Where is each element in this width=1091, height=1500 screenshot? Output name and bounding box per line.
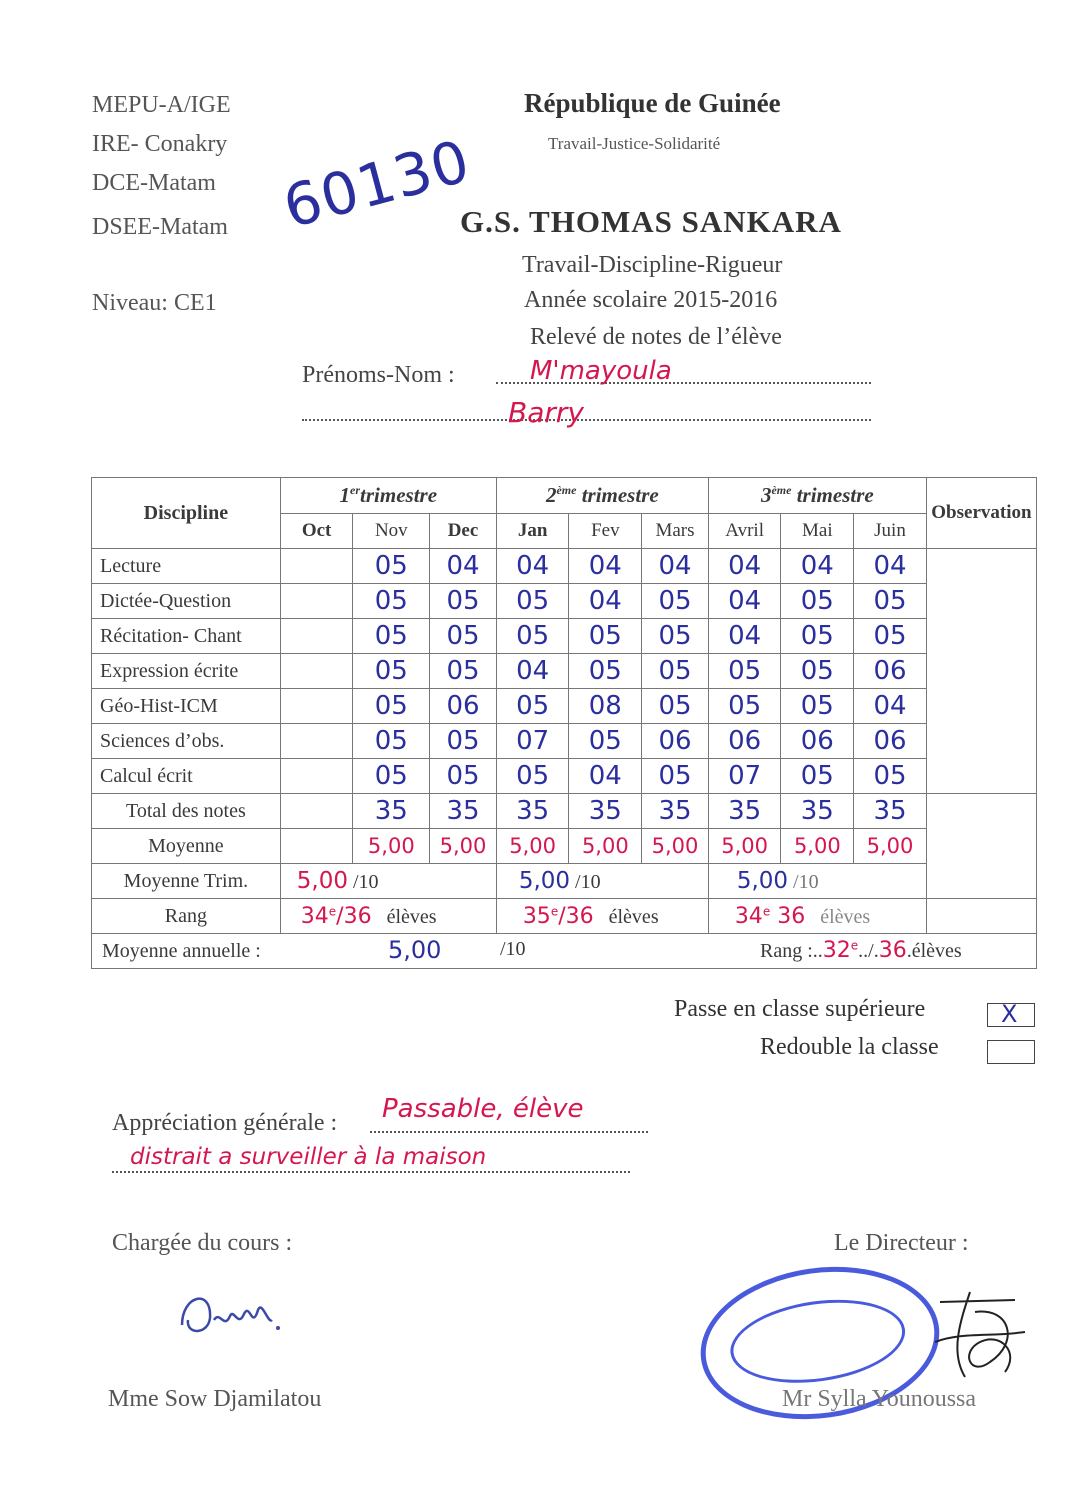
grade-cell: 05: [642, 654, 709, 689]
total-cell: [280, 794, 353, 829]
observation-cell: [926, 899, 1036, 934]
table-row: [92, 759, 1037, 794]
annual-cell: [92, 934, 1037, 969]
month-juin: Juin: [854, 514, 927, 549]
total-cell: 35: [781, 794, 854, 829]
republic-title: République de Guinée: [524, 88, 781, 118]
grade-cell: [280, 549, 353, 584]
grade-cell: [280, 584, 353, 619]
moyenne-trim-label: Moyenne Trim.: [92, 864, 281, 899]
trimester-2-header: 2ème trimestre: [496, 478, 708, 514]
table-row: [92, 584, 1037, 619]
total-cell: 35: [569, 794, 642, 829]
grade-cell: 05: [353, 759, 430, 794]
grade-cell: 05: [569, 724, 642, 759]
moyenne-trim-1: 5,00 /10: [280, 864, 496, 899]
grade-cell: 05: [642, 759, 709, 794]
grade-cell: 06: [854, 654, 927, 689]
subject-name: Dictée-Question: [92, 584, 281, 619]
teacher-signature-icon: [172, 1280, 292, 1350]
moyenne-cell: 5,00: [496, 829, 569, 864]
month-mai: Mai: [781, 514, 854, 549]
grade-cell: 04: [708, 584, 781, 619]
grade-cell: 04: [496, 549, 569, 584]
grade-cell: [280, 759, 353, 794]
director-name: Mr Sylla Younoussa: [782, 1386, 977, 1412]
director-signature-icon: [920, 1282, 1040, 1392]
grade-cell: 04: [708, 619, 781, 654]
grade-cell: 04: [781, 549, 854, 584]
grade-cell: 04: [642, 549, 709, 584]
total-cell: 35: [854, 794, 927, 829]
grade-cell: 04: [854, 689, 927, 724]
grade-cell: 06: [430, 689, 497, 724]
subject-name: Expression écrite: [92, 654, 281, 689]
total-cell: 35: [496, 794, 569, 829]
subject-name: Géo-Hist-ICM: [92, 689, 281, 724]
moyenne-trim-2: 5,00 /10: [496, 864, 708, 899]
subject-name: Lecture: [92, 549, 281, 584]
appreciation-line-1: Passable, élève: [382, 1094, 584, 1124]
month-fev: Fev: [569, 514, 642, 549]
student-last-name: Barry: [508, 396, 584, 429]
grade-cell: 05: [353, 724, 430, 759]
moyenne-cell: 5,00: [430, 829, 497, 864]
grade-cell: 05: [496, 689, 569, 724]
table-row: [92, 689, 1037, 724]
grade-cell: [280, 689, 353, 724]
grade-cell: 06: [708, 724, 781, 759]
grade-cell: 07: [708, 759, 781, 794]
grade-cell: 04: [569, 584, 642, 619]
dsee-line: DSEE-Matam: [92, 214, 228, 240]
grade-cell: 05: [430, 584, 497, 619]
grade-cell: 04: [708, 549, 781, 584]
grade-cell: 04: [854, 549, 927, 584]
grade-cell: 05: [781, 689, 854, 724]
subject-name: Sciences d’obs.: [92, 724, 281, 759]
table-row: [92, 619, 1037, 654]
grade-cell: 05: [708, 689, 781, 724]
annual-rang: Rang :..32e../.36.élèves: [760, 938, 962, 963]
repeat-checkbox[interactable]: [987, 1040, 1035, 1064]
student-first-name: M'mayoula: [530, 356, 672, 386]
grade-cell: [280, 654, 353, 689]
director-label: Le Directeur :: [834, 1230, 969, 1256]
moyenne-trim-row: [92, 864, 1037, 899]
moyenne-cell: 5,00: [708, 829, 781, 864]
grade-cell: 04: [430, 549, 497, 584]
rang-trim-2: 35e/36 élèves: [496, 899, 708, 934]
republic-motto: Travail-Justice-Solidarité: [548, 134, 721, 153]
grade-cell: 05: [854, 619, 927, 654]
total-cell: 35: [708, 794, 781, 829]
grade-cell: 05: [353, 689, 430, 724]
moyenne-cell: 5,00: [569, 829, 642, 864]
ire-line: IRE- Conakry: [92, 131, 228, 157]
total-cell: 35: [353, 794, 430, 829]
grade-cell: 05: [781, 619, 854, 654]
teacher-label: Chargée du cours :: [112, 1230, 293, 1256]
grades-table: [91, 477, 1037, 969]
grade-cell: 05: [496, 619, 569, 654]
grade-cell: 05: [353, 654, 430, 689]
moyenne-label: Moyenne: [92, 829, 281, 864]
appreciation-line-2: distrait a surveiller à la maison: [130, 1144, 487, 1170]
grade-cell: 05: [854, 759, 927, 794]
grade-cell: 05: [781, 584, 854, 619]
table-row: [92, 654, 1037, 689]
grade-cell: 05: [430, 759, 497, 794]
grade-cell: 05: [353, 549, 430, 584]
trimester-1-header: 1ertrimestre: [280, 478, 496, 514]
annual-value: 5,00: [388, 936, 442, 964]
pass-label: Passe en classe supérieure: [674, 996, 926, 1022]
month-oct: Oct: [280, 514, 353, 549]
table-row: [92, 549, 1037, 584]
grade-cell: 04: [569, 549, 642, 584]
grade-cell: 04: [496, 654, 569, 689]
niveau-label: Niveau: CE1: [92, 290, 217, 316]
month-dec: Dec: [430, 514, 497, 549]
grade-cell: 05: [430, 619, 497, 654]
annual-label: Moyenne annuelle :: [102, 939, 261, 962]
table-row: [92, 724, 1037, 759]
grade-cell: [280, 619, 353, 654]
month-avril: Avril: [708, 514, 781, 549]
moyenne-row: [92, 829, 1037, 864]
grade-cell: 05: [496, 584, 569, 619]
total-row: [92, 794, 1037, 829]
teacher-name: Mme Sow Djamilatou: [108, 1386, 322, 1412]
total-cell: 35: [430, 794, 497, 829]
school-motto: Travail-Discipline-Rigueur: [522, 252, 783, 278]
student-name-label: Prénoms-Nom :: [302, 362, 455, 388]
grade-cell: 05: [430, 654, 497, 689]
moyenne-cell: 5,00: [642, 829, 709, 864]
pass-checkbox[interactable]: X: [987, 1003, 1035, 1027]
observation-cell: [926, 549, 1036, 794]
grade-cell: 05: [569, 654, 642, 689]
school-name: G.S. THOMAS SANKARA: [460, 204, 842, 239]
moyenne-cell: [280, 829, 353, 864]
grade-cell: 05: [496, 759, 569, 794]
annual-suffix: /10: [500, 938, 526, 960]
appreciation-label: Appréciation générale :: [112, 1110, 338, 1136]
grade-cell: 05: [642, 689, 709, 724]
grade-cell: 05: [854, 584, 927, 619]
grade-cell: 05: [430, 724, 497, 759]
grade-cell: [280, 724, 353, 759]
grade-cell: 05: [781, 759, 854, 794]
rang-trim-3: 34e 36 élèves: [708, 899, 926, 934]
observation-header: Observation: [926, 478, 1036, 549]
total-label: Total des notes: [92, 794, 281, 829]
rang-trim-1: 34e/36 élèves: [280, 899, 496, 934]
grade-cell: 07: [496, 724, 569, 759]
ministry-line: MEPU-A/IGE: [92, 92, 231, 118]
moyenne-cell: 5,00: [353, 829, 430, 864]
grade-cell: 05: [353, 619, 430, 654]
grade-cell: 05: [569, 619, 642, 654]
month-nov: Nov: [353, 514, 430, 549]
grade-cell: 05: [642, 584, 709, 619]
grade-cell: 06: [781, 724, 854, 759]
total-cell: 35: [642, 794, 709, 829]
grade-cell: 05: [781, 654, 854, 689]
document-title: Relevé de notes de l’élève: [530, 324, 782, 350]
grade-cell: 08: [569, 689, 642, 724]
rang-row: [92, 899, 1037, 934]
grade-cell: 04: [569, 759, 642, 794]
grade-cell: 05: [642, 619, 709, 654]
subject-name: Calcul écrit: [92, 759, 281, 794]
subject-name: Récitation- Chant: [92, 619, 281, 654]
repeat-label: Redouble la classe: [760, 1034, 939, 1060]
month-mars: Mars: [642, 514, 709, 549]
moyenne-trim-3: 5,00 /10: [708, 864, 926, 899]
school-year: Année scolaire 2015-2016: [524, 287, 778, 313]
grade-cell: 06: [854, 724, 927, 759]
grade-cell: 05: [353, 584, 430, 619]
observation-cell: [926, 794, 1036, 899]
month-jan: Jan: [496, 514, 569, 549]
discipline-header: Discipline: [92, 478, 281, 549]
moyenne-cell: 5,00: [854, 829, 927, 864]
grade-cell: 05: [708, 654, 781, 689]
handwritten-number: 60130: [276, 126, 478, 242]
rang-label: Rang: [92, 899, 281, 934]
grade-cell: 06: [642, 724, 709, 759]
moyenne-cell: 5,00: [781, 829, 854, 864]
trimester-3-header: 3ème trimestre: [708, 478, 926, 514]
annual-row: [92, 934, 1037, 969]
dce-line: DCE-Matam: [92, 170, 216, 196]
